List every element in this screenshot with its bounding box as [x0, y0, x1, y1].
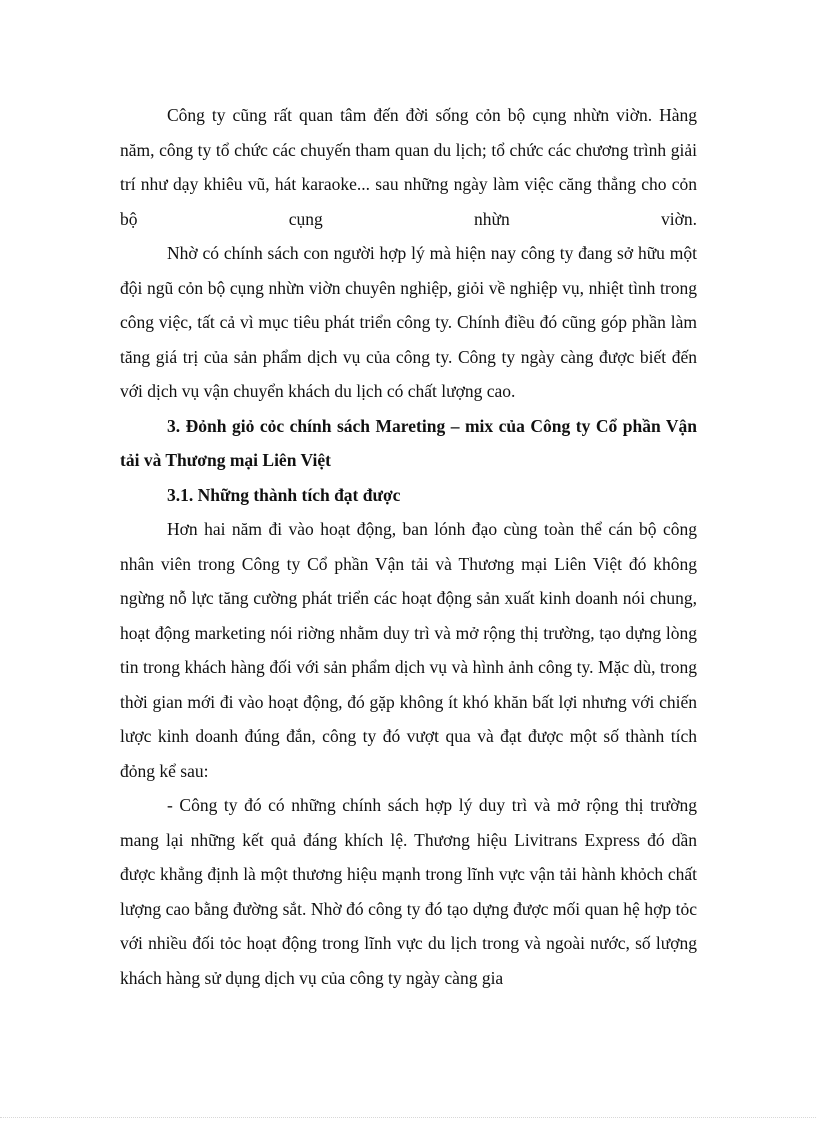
paragraph-staff-care: Công ty cũng rất quan tâm đến đời sống cỏn bộ cụng nhừn viờn. Hàng năm, công ty tổ chức các chuyến tham quan du lịch; tổ chức các chương trình giải trí như dạy khiêu vũ, hát karaoke... sau những ngày làm việc căng thẳng cho cỏn bộ cụng nhừn viờn.: [120, 105, 697, 229]
paragraph-achievements-intro: Hơn hai năm đi vào hoạt động, ban lónh đạo cùng toàn thể cán bộ công nhân viên trong Công ty Cổ phần Vận tải và Thương mại Liên Việt đó không ngừng nỗ lực tăng cường phát triển các hoạt động sản xuất kinh doanh nói chung, hoạt động marketing nói riờng nhằm duy trì và mở rộng thị trường, tạo dựng lòng tin trong khách hàng đối với sản phẩm dịch vụ và hình ảnh công ty. Mặc dù, trong thời gian mới đi vào hoạt động, đó gặp không ít khó khăn bất lợi nhưng với chiến lược kinh doanh đúng đắn, công ty đó vượt qua và đạt được một số thành tích đỏng kể sau:: [120, 519, 697, 781]
page-bottom-rule: [0, 1117, 816, 1118]
subsection-heading: 3.1. Những thành tích đạt được: [167, 484, 401, 505]
document-body: [120, 98, 697, 995]
paragraph-market-expansion: - Công ty đó có những chính sách hợp lý duy trì và mở rộng thị trường mang lại những kết quả đáng khích lệ. Thương hiệu Livitrans Express đó dần được khẳng định là một thương hiệu mạnh trong lĩnh vực vận tải hành khỏch chất lượng cao bằng đường sắt. Nhờ đó công ty đó tạo dựng được mối quan hệ hợp tỏc với nhiều đối tỏc hoạt động trong lĩnh vực du lịch trong và ngoài nước, số lượng khách hàng sử dụng dịch vụ của công ty ngày càng gia: [120, 795, 697, 988]
paragraph-people-policy: Nhờ có chính sách con người hợp lý mà hiện nay công ty đang sở hữu một đội ngũ cỏn bộ cụng nhừn viờn chuyên nghiệp, giỏi về nghiệp vụ, nhiệt tình trong công việc, tất cả vì mục tiêu phát triển công ty. Chính điều đó cũng góp phần làm tăng giá trị của sản phẩm dịch vụ của công ty. Công ty ngày càng được biết đến với dịch vụ vận chuyển khách du lịch có chất lượng cao.: [120, 243, 697, 401]
section-heading: 3. Đỏnh giỏ cỏc chính sách Mareting – mix của Công ty Cổ phần Vận tải và Thương mại Liên Việt: [120, 415, 697, 470]
